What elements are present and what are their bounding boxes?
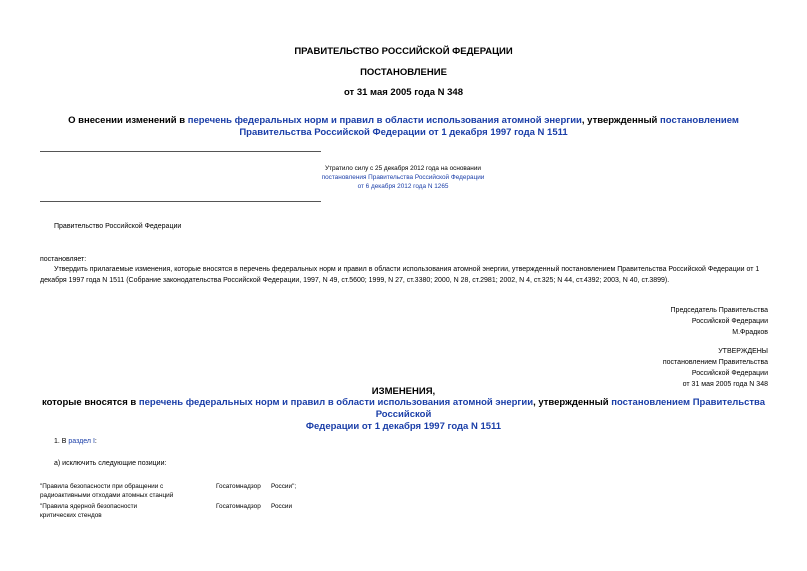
approved-by: постановлением Правительства: [662, 359, 768, 366]
divider-top: [40, 151, 321, 152]
document-title: [40, 115, 767, 139]
table-cell-agency: Госатомнадзор: [216, 503, 261, 510]
title-middle: , утвержденный: [581, 115, 661, 126]
table-row: [40, 482, 220, 500]
divider-bottom: [40, 201, 321, 202]
table-cell-name: "Правила ядерной безопасности: [40, 503, 138, 510]
item-1: [54, 437, 97, 447]
title-link-norms-list[interactable]: перечень федеральных норм и правил в области использования атомной энергии: [187, 115, 582, 126]
table-cell-agency: Госатомнадзор: [216, 483, 261, 490]
item-1-prefix: 1. В: [54, 438, 69, 445]
changes-link-norms-list[interactable]: перечень федеральных норм и правил в области использования атомной энергии: [138, 397, 534, 408]
table-cell-name-cont: радиоактивными отходами атомных станций: [40, 492, 174, 499]
changes-prefix: которые вносятся в: [41, 397, 139, 408]
approved-country: Российской Федерации: [691, 370, 768, 377]
item-1-suffix: :: [94, 438, 97, 445]
signature-block: [560, 305, 768, 338]
changes-heading: ИЗМЕНЕНИЯ,: [371, 386, 436, 397]
government-heading: ПРАВИТЕЛЬСТВО РОССИЙСКОЙ ФЕДЕРАЦИИ: [294, 46, 513, 57]
approved-heading: УТВЕРЖДЕНЫ: [718, 348, 768, 355]
document-date-number: от 31 мая 2005 года N 348: [343, 87, 464, 98]
table-cell-country: России";: [271, 483, 297, 490]
table-cell-country: России: [271, 503, 293, 510]
table-row: [40, 502, 220, 520]
title-link-resolution-1511[interactable]: постановлением Правительства Российской Федерации от 1 декабря 1997 года N 1511: [239, 115, 739, 138]
government-line: Правительство Российской Федерации: [54, 223, 182, 230]
signature-title: Председатель Правительства: [670, 307, 768, 314]
table-cell-name-cont: критических стендов: [40, 512, 102, 519]
approved-date: от 31 мая 2005 года N 348: [682, 381, 768, 388]
expired-note: [250, 164, 556, 191]
expired-note-link-date[interactable]: от 6 декабря 2012 года N 1265: [357, 183, 449, 190]
signature-name: М.Фрадков: [732, 329, 768, 336]
approved-block: [560, 346, 768, 390]
signature-country: Российской Федерации: [691, 318, 768, 325]
expired-note-line: Утратило силу с 25 декабря 2012 года на основании: [325, 165, 481, 172]
document-type-heading: ПОСТАНОВЛЕНИЕ: [360, 67, 447, 78]
title-prefix: О внесении изменений в: [68, 115, 188, 126]
table-cell-name: "Правила безопасности при обращении с: [40, 483, 164, 490]
changes-middle: , утвержденный: [533, 397, 612, 408]
expired-note-link-resolution[interactable]: постановления Правительства Российской Федерации: [321, 174, 485, 181]
decree-paragraph: Утвердить прилагаемые изменения, которые вносятся в перечень федеральных норм и правил в области использования атомной энергии, утвержденный постановлением Правительства Российской Федерации от 1 декабря 1997 года N 1511 (Собрание законодательства Российской Федерации, 1997, N 49, ст.5600; 1999, N 27, ст.3380; 2000, N 28, ст.2981; 2002, N 4, ст.325; N 44, ст.4392; 2003, N 40, ст.3899).: [40, 266, 760, 284]
changes-link-resolution-part1[interactable]: постановлением Правительства Российской: [375, 397, 766, 420]
item-1-link-section[interactable]: раздел I: [68, 438, 95, 445]
changes-link-resolution-part2[interactable]: Федерации от 1 декабря 1997 года N 1511: [305, 421, 502, 432]
changes-subtitle: [30, 397, 777, 433]
subitem-a: а) исключить следующие позиции:: [54, 460, 167, 467]
decree-word: постановляет:: [40, 256, 87, 263]
